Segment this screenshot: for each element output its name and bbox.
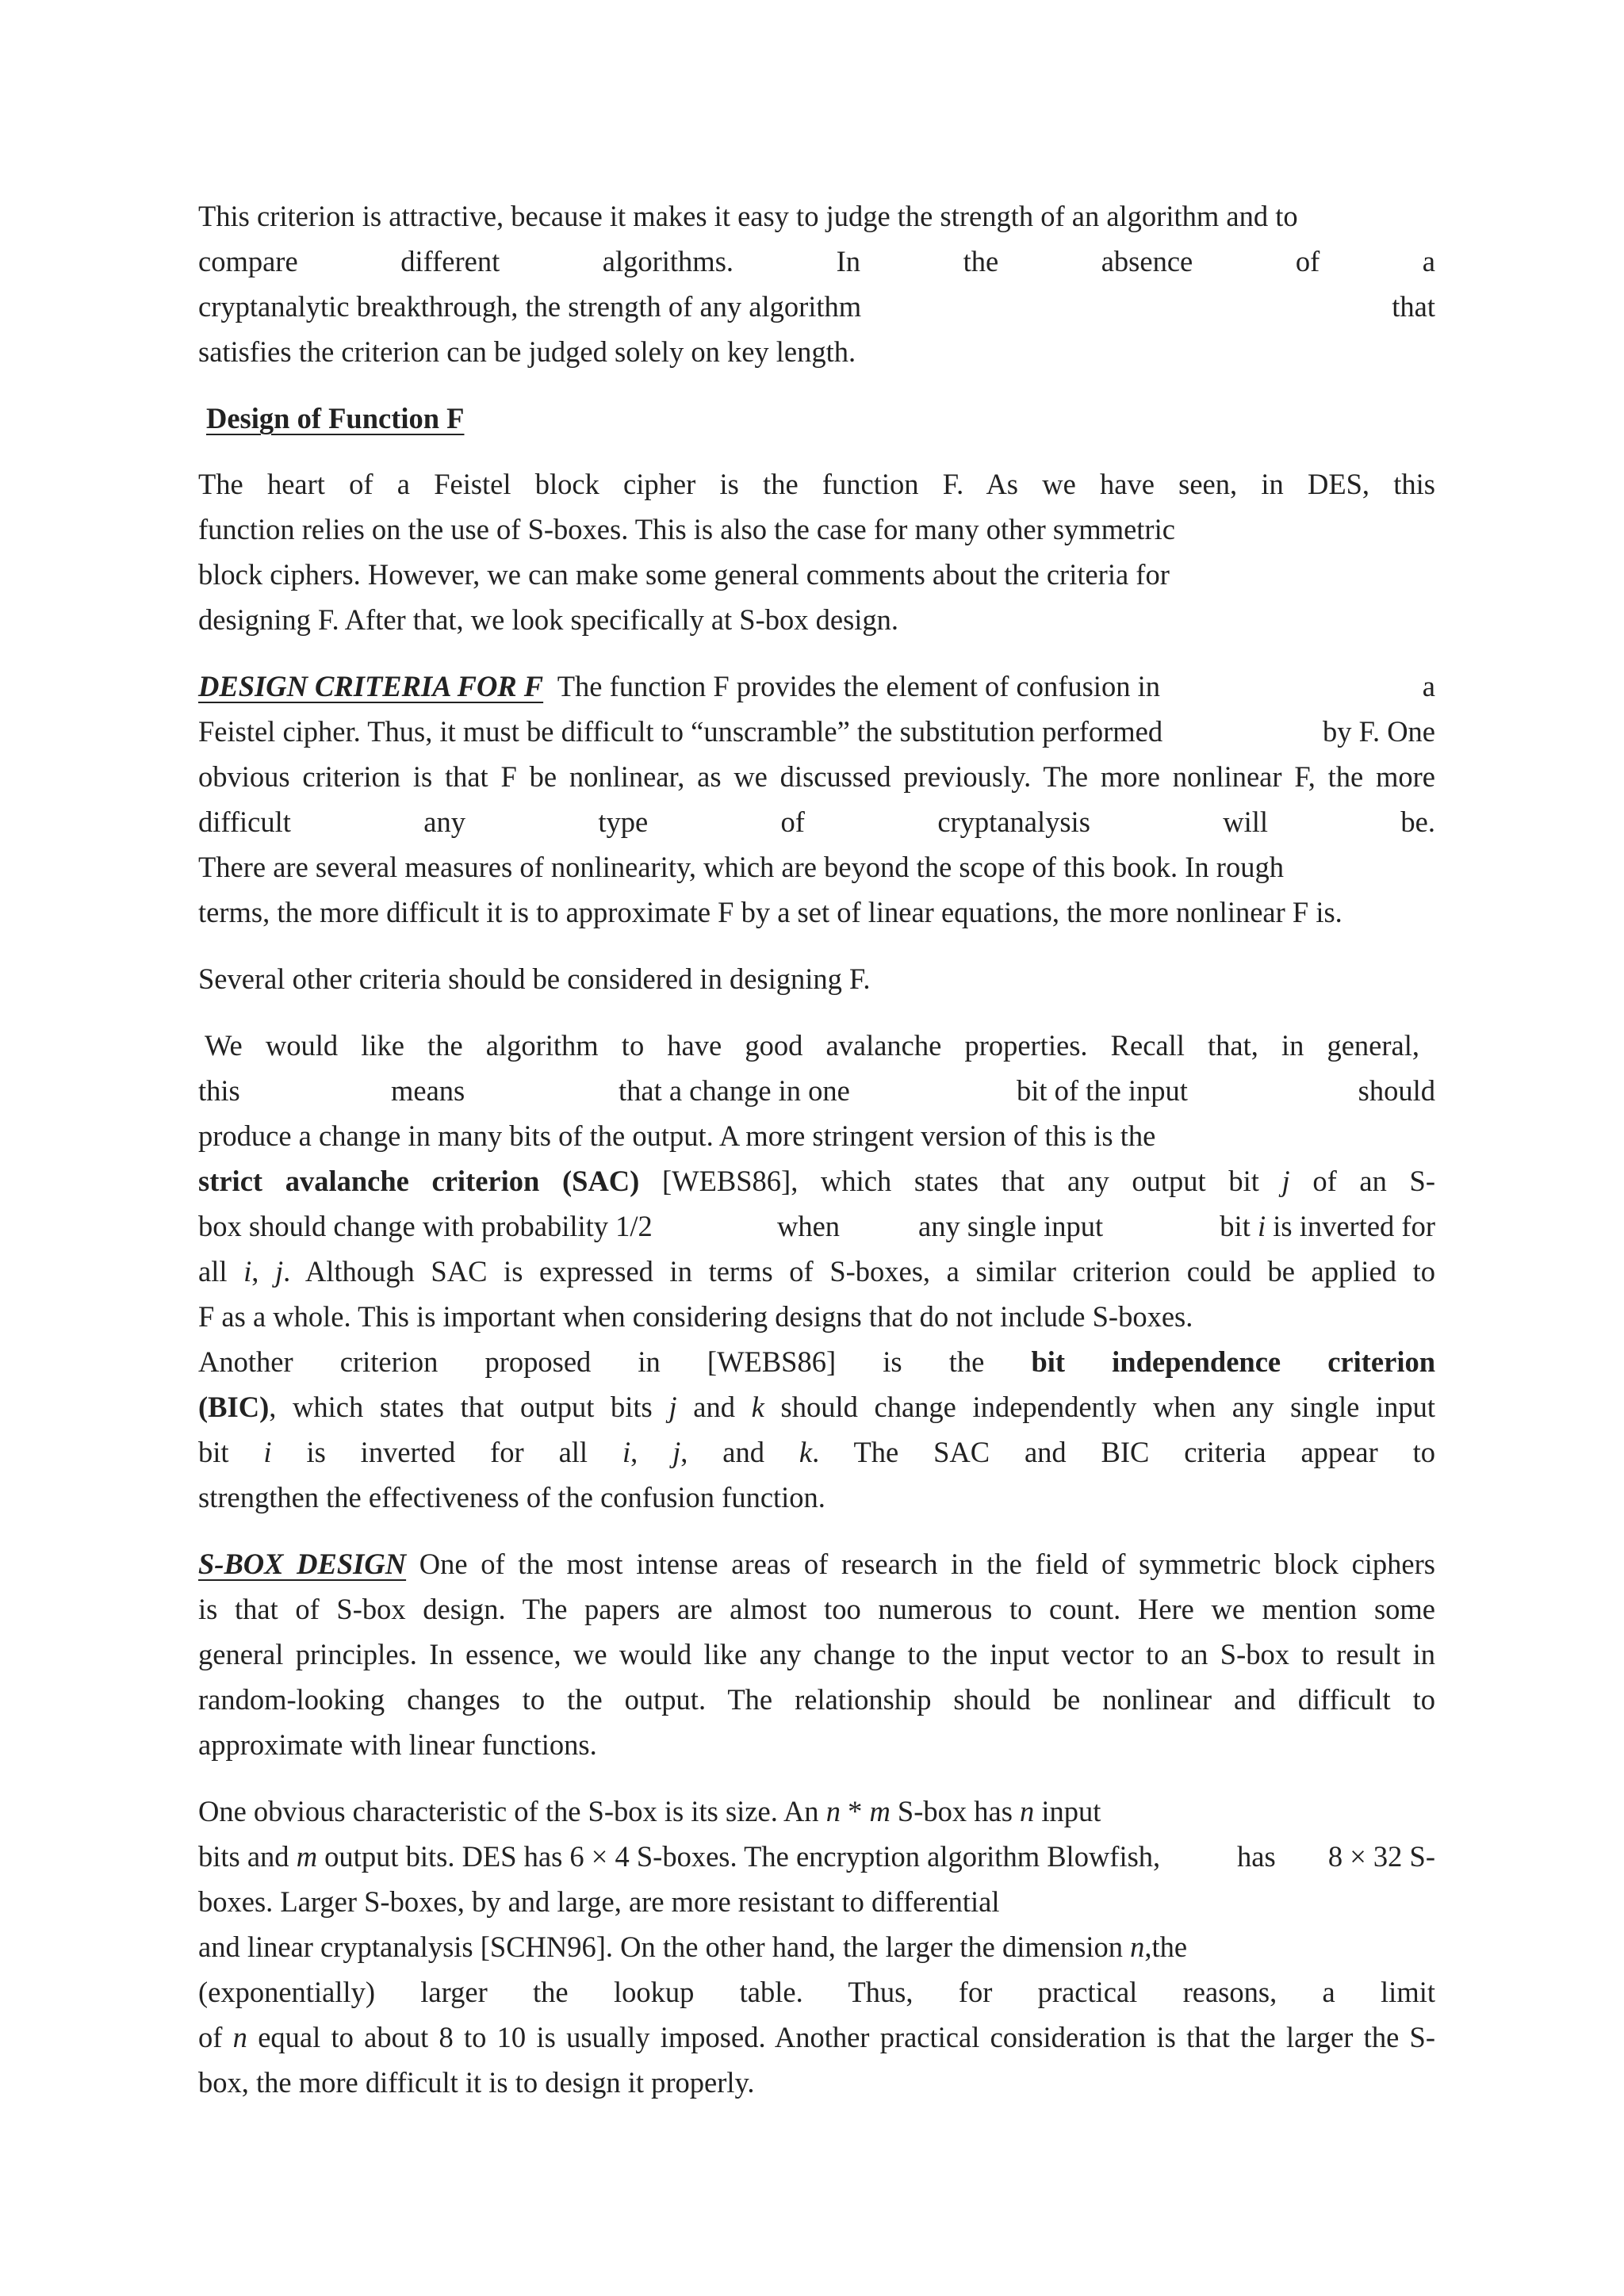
text-run: box should change with probability 1/2 — [198, 1210, 653, 1242]
text-run: * — [840, 1795, 870, 1827]
bic-term: bit independence criterion — [1031, 1345, 1436, 1378]
variable-k: k — [751, 1391, 764, 1423]
text-run: input — [1034, 1795, 1101, 1827]
variable-n: n — [1130, 1931, 1145, 1963]
text-run: S-box has — [890, 1795, 1021, 1827]
variable-i: i — [1257, 1210, 1266, 1242]
text-run: of an S- — [1289, 1165, 1435, 1197]
paragraph-line — [198, 286, 1435, 327]
variable-m: m — [296, 1840, 318, 1873]
text-run: should change independently when any single input — [764, 1391, 1436, 1423]
text-run: Another criterion proposed in [WEBS86] is the — [198, 1345, 1032, 1378]
paragraph-line: function relies on the use of S-boxes. This is also the case for many other symmetric — [198, 513, 1175, 545]
paragraph-line: produce a change in many bits of the output. A more stringent version of this is the — [198, 1119, 1156, 1152]
text-run: equal to about 8 to 10 is usually imposed. Another practical consideration is that the larger the S- — [247, 2021, 1435, 2053]
paragraph-line — [198, 666, 1435, 707]
text-run: a — [1422, 670, 1435, 702]
paragraph-line: There are several measures of nonlinearity, which are beyond the scope of this book. In rough — [198, 851, 1284, 883]
text-run: this — [198, 1074, 240, 1107]
variable-j: j — [275, 1255, 284, 1288]
text-run — [550, 670, 557, 702]
text-run: bit — [1220, 1210, 1258, 1242]
paragraph-line: F as a whole. This is important when considering designs that do not include S-boxes. — [198, 1300, 1193, 1333]
paragraph-line: difficult any type of cryptanalysis will be. — [198, 806, 1435, 838]
paragraph-line: approximate with linear functions. — [198, 1728, 597, 1761]
paragraph-line: terms, the more difficult it is to approximate F by a set of linear equations, the more nonlinear F is. — [198, 896, 1342, 928]
text-run: One obvious characteristic of the S-box is its size. An — [198, 1795, 826, 1827]
text-run: One of the most intense areas of research in the field of symmetric block ciphers — [406, 1548, 1435, 1580]
variable-j: j — [1281, 1165, 1290, 1197]
text-run: , and — [680, 1436, 799, 1468]
paragraph-line: We would like the algorithm to have good avalanche properties. Recall that, in general, — [205, 1029, 1419, 1062]
paragraph-line: The heart of a Feistel block cipher is the function F. As we have seen, in DES, this — [198, 468, 1435, 500]
text-run: bits and — [198, 1840, 297, 1873]
text-run: all — [198, 1255, 244, 1288]
text-run: means — [391, 1074, 465, 1107]
text-run: any single input — [918, 1210, 1104, 1242]
paragraph-line: (exponentially) larger the lookup table. Thus, for practical reasons, a limit — [198, 1976, 1435, 2008]
text-run: is inverted for all — [271, 1436, 622, 1468]
paragraph-line: general principles. In essence, we would like any change to the input vector to an S-box to result in — [198, 1638, 1435, 1670]
paragraph-line — [198, 1341, 1435, 1383]
variable-i: i — [622, 1436, 631, 1468]
text-run: bit — [198, 1436, 264, 1468]
paragraph-line — [198, 1791, 1435, 1832]
paragraph-line: obvious criterion is that F be nonlinear, as we discussed previously. The more nonlinear F, the more — [198, 760, 1435, 793]
text-run: cryptanalytic breakthrough, the strength of any algorithm — [198, 290, 862, 323]
paragraph-line — [198, 1927, 1435, 1968]
paragraph-line — [198, 1387, 1435, 1428]
text-run: and linear cryptanalysis [SCHN96]. On the other hand, the larger the dimension — [198, 1931, 1131, 1963]
paragraph-line — [198, 1161, 1435, 1202]
text-run: that a change in one — [619, 1074, 850, 1107]
text-run: , which states that output bits — [269, 1391, 669, 1423]
text-run: should — [1358, 1074, 1435, 1107]
paragraph-line: is that of S-box design. The papers are almost too numerous to count. Here we mention some — [198, 1593, 1435, 1625]
text-run: when — [777, 1210, 841, 1242]
bic-abbrev: (BIC) — [198, 1391, 270, 1423]
paragraph-line — [198, 1836, 1435, 1877]
text-run: 8 × 32 S- — [1327, 1840, 1435, 1873]
text-run: is inverted for — [1266, 1210, 1435, 1242]
text-run: ,the — [1144, 1931, 1188, 1963]
variable-n: n — [232, 2021, 247, 2053]
paragraph-line: block ciphers. However, we can make some general comments about the criteria for — [198, 558, 1170, 591]
paragraph-line — [198, 1070, 1435, 1112]
heading-text: Design of Function F — [206, 402, 465, 434]
text-run: Feistel cipher. Thus, it must be difficult to “unscramble” the substitution performed — [198, 715, 1163, 748]
paragraph-line: compare different algorithms. In the absence of a — [198, 245, 1435, 277]
variable-n: n — [1020, 1795, 1035, 1827]
variable-m: m — [869, 1795, 891, 1827]
paragraph-line: satisfies the criterion can be judged solely on key length. — [198, 335, 856, 368]
paragraph-line — [198, 1432, 1435, 1473]
variable-j: j — [668, 1391, 677, 1423]
text-run: [WEBS86], which states that any output bit — [639, 1165, 1282, 1197]
text-run: , — [630, 1436, 673, 1468]
paragraph-line: boxes. Larger S-boxes, by and large, are more resistant to differential — [198, 1885, 1000, 1918]
text-run: has — [1237, 1840, 1276, 1873]
paragraph-line — [198, 1206, 1435, 1247]
sbox-design-label: S-BOX DESIGN — [198, 1548, 407, 1580]
paragraph-line: random-looking changes to the output. The relationship should be nonlinear and difficult to — [198, 1683, 1435, 1716]
text-run: bit of the input — [1017, 1074, 1188, 1107]
paragraph-line: This criterion is attractive, because it makes it easy to judge the strength of an algorithm and to — [198, 200, 1298, 232]
paragraph-line: Several other criteria should be considered in designing F. — [198, 962, 871, 995]
sac-term: strict avalanche criterion (SAC) — [198, 1165, 640, 1197]
text-run: that — [1392, 290, 1435, 323]
variable-i: i — [263, 1436, 272, 1468]
paragraph-line — [198, 2017, 1435, 2058]
section-heading — [206, 398, 1443, 439]
paragraph-line: designing F. After that, we look specifically at S-box design. — [198, 603, 899, 636]
text-run: The function F provides the element of confusion in — [557, 670, 1160, 702]
paragraph-line: box, the more difficult it is to design it properly. — [198, 2066, 755, 2099]
text-run: . The SAC and BIC criteria appear to — [812, 1436, 1436, 1468]
text-run: . Although SAC is expressed in terms of S-boxes, a similar criterion could be applied to — [283, 1255, 1435, 1288]
paragraph-line — [198, 1251, 1435, 1292]
criteria-label: DESIGN CRITERIA FOR F — [198, 670, 544, 702]
variable-j: j — [672, 1436, 681, 1468]
paragraph-line — [198, 1544, 1435, 1585]
text-run: by F. One — [1322, 715, 1435, 748]
text-run: , — [251, 1255, 276, 1288]
variable-i: i — [243, 1255, 252, 1288]
variable-n: n — [825, 1795, 841, 1827]
variable-k: k — [799, 1436, 813, 1468]
text-run: of — [198, 2021, 233, 2053]
paragraph-line — [198, 711, 1435, 752]
text-run: and — [676, 1391, 752, 1423]
paragraph-line: strengthen the effectiveness of the confusion function. — [198, 1481, 825, 1513]
text-run: output bits. DES has 6 × 4 S-boxes. The encryption algorithm Blowfish, — [317, 1840, 1161, 1873]
